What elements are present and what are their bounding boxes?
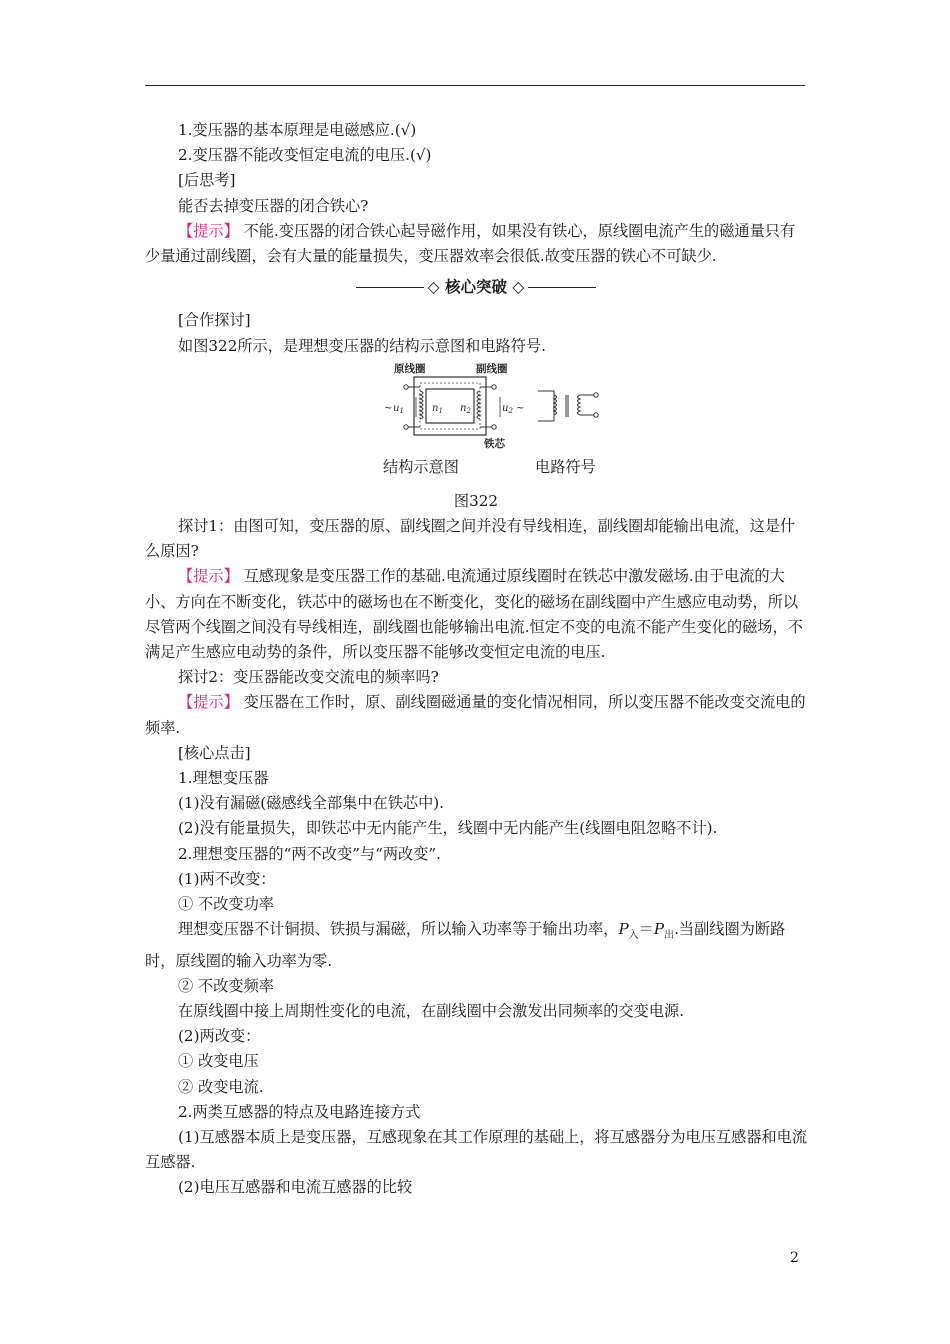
u2-sub: 2 bbox=[508, 406, 513, 415]
tilde-left: ~ bbox=[384, 402, 393, 414]
line-1: 1.变压器的基本原理是电磁感应.(√) bbox=[178, 121, 417, 139]
transformer-figure bbox=[145, 361, 807, 489]
frequency-paragraph: 在原线圈中接上周期性变化的电流，在副线圈中会激发出同频率的交变电源. bbox=[178, 1001, 685, 1020]
svg-text:n1 bbox=[432, 403, 443, 415]
hint-label: 【提示】 bbox=[178, 221, 239, 240]
u1-label: u bbox=[393, 402, 400, 414]
svg-text:n2 bbox=[460, 403, 471, 415]
section-title: ◇ 核心突破 ◇ bbox=[427, 278, 525, 297]
p-out: P bbox=[653, 920, 665, 939]
hint-paragraph-3 bbox=[145, 690, 807, 740]
core-dashed bbox=[420, 383, 480, 429]
section-heading bbox=[145, 275, 807, 300]
n1-sub: 1 bbox=[438, 406, 443, 415]
secondary-coil bbox=[477, 391, 480, 419]
hint-text-2: 互感现象是变压器工作的基础.电流通过原线圈时在铁芯中激发磁场.由于电流的大小、方向在不断变化，铁芯中的磁场也在不断变化，变化的磁场在副线圈中产生感应电动势，所以尽管两个线圈之间没有导线相连，副线圈也能够输出电流.恒定不变的电流不能产生变化的磁场，不满足产生感应电动势的条件，所以变压器不能够改变恒定电流的电压. bbox=[145, 567, 803, 662]
power-text-b: .当副线圈为断路时，原线圈的输入功率为零. bbox=[145, 920, 786, 970]
transformer-diagram bbox=[380, 361, 620, 453]
line-2: 2.变压器不能改变恒定电流的电压.(√) bbox=[178, 146, 432, 165]
point-3-1: (1)互感器本质上是变压器，互感现象在其工作原理的基础上，将互感器分为电压互感器和电流互感器. bbox=[145, 1127, 808, 1172]
point-2-1-b: ② 不改变频率 bbox=[178, 976, 274, 995]
point-2: 2.理想变压器的“两不改变”与“两改变”. bbox=[178, 844, 442, 863]
section-line-left bbox=[356, 287, 424, 288]
svg-text:u1 bbox=[393, 403, 404, 415]
header-rule bbox=[145, 85, 805, 86]
power-text-a: 理想变压器不计铜损、铁损与漏磁，所以输入功率等于输出功率， bbox=[178, 920, 619, 939]
p-in: P bbox=[618, 920, 629, 939]
point-1-2: (2)没有能量损失，即铁芯中无内能产生，线圈中无内能产生(线圈电阻忽略不计). bbox=[178, 819, 718, 838]
subheading-reflection: [后思考] bbox=[178, 171, 236, 190]
point-2-2-a: ① 改变电压 bbox=[178, 1052, 259, 1071]
figure-number: 图322 bbox=[453, 491, 499, 510]
discussion-2: 探讨2：变压器能改变交流电的频率吗? bbox=[178, 668, 439, 687]
svg-text:u2 bbox=[502, 403, 513, 415]
figure-intro: 如图322所示，是理想变压器的结构示意图和电路符号. bbox=[178, 336, 546, 355]
point-1: 1.理想变压器 bbox=[178, 769, 269, 788]
section-line-right bbox=[528, 287, 596, 288]
subheading-discussion: [合作探讨] bbox=[178, 311, 251, 330]
hint-text-1: 不能.变压器的闭合铁心起导磁作用，如果没有铁心，原线圈电流产生的磁通量只有少量通过副线圈，会有大量的能量损失，变压器效率会很低.故变压器的铁心不可缺少. bbox=[145, 221, 796, 266]
page-content bbox=[145, 118, 807, 1201]
equals-sign: ＝ bbox=[638, 920, 654, 939]
subheading-core-points: [核心点击] bbox=[178, 743, 251, 762]
u1-sub: 1 bbox=[399, 406, 404, 415]
question-core: 能否去掉变压器的闭合铁心? bbox=[178, 196, 369, 215]
n2-label: n bbox=[460, 402, 467, 414]
point-3: 2.两类互感器的特点及电路连接方式 bbox=[178, 1102, 421, 1121]
tilde-right: ~ bbox=[516, 402, 525, 414]
hint-label: 【提示】 bbox=[178, 567, 239, 586]
point-2-2: (2)两改变： bbox=[178, 1027, 261, 1046]
discussion-1: 探讨1：由图可知，变压器的原、副线圈之间并没有导线相连，副线圈却能输出电流，这是什么原因? bbox=[145, 517, 796, 561]
point-2-2-b: ② 改变电流. bbox=[178, 1077, 264, 1096]
iron-core-label: 铁芯 bbox=[484, 437, 505, 450]
point-2-1-a: ① 不改变功率 bbox=[178, 895, 274, 914]
power-paragraph bbox=[145, 917, 807, 973]
n2-sub: 2 bbox=[466, 406, 471, 415]
point-1-1: (1)没有漏磁(磁感线全部集中在铁芯中). bbox=[178, 794, 445, 813]
primary-coil-label: 原线圈 bbox=[394, 362, 426, 375]
page-number: 2 bbox=[790, 1250, 799, 1266]
hint-text-3: 变压器在工作时，原、副线圈磁通量的变化情况相同，所以变压器不能改变交流电的频率. bbox=[145, 693, 806, 737]
caption-structure: 结构示意图 bbox=[383, 457, 459, 476]
point-2-1: (1)两不改变： bbox=[178, 869, 276, 888]
p-in-sub: 入 bbox=[628, 930, 639, 942]
hint-paragraph-2 bbox=[145, 564, 807, 665]
circuit-symbol bbox=[538, 391, 598, 421]
n1-label: n bbox=[432, 402, 439, 414]
primary-coil bbox=[420, 391, 423, 419]
secondary-coil-label: 副线圈 bbox=[476, 362, 508, 375]
point-3-2: (2)电压互感器和电流互感器的比较 bbox=[178, 1178, 413, 1197]
caption-symbol: 电路符号 bbox=[535, 457, 596, 476]
p-out-sub: 出 bbox=[664, 930, 675, 942]
core-outer bbox=[414, 377, 486, 435]
u2-label: u bbox=[502, 402, 509, 414]
hint-label: 【提示】 bbox=[178, 693, 239, 712]
hint-paragraph-1 bbox=[145, 219, 807, 269]
